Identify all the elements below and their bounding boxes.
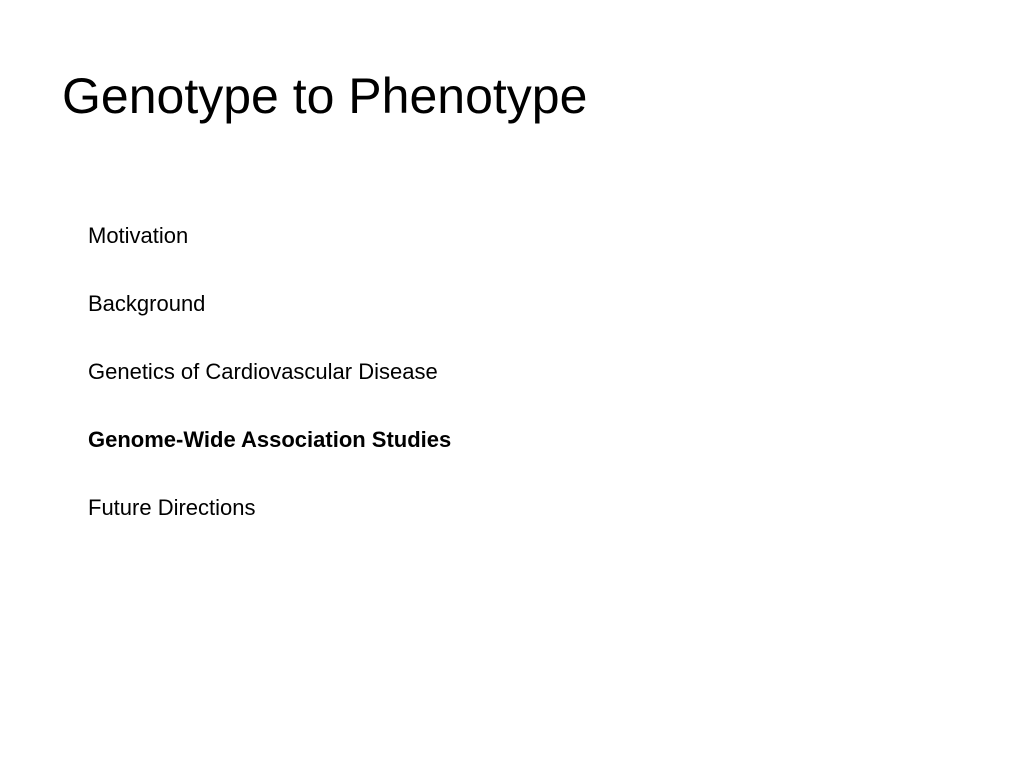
agenda-item-genetics-cardiovascular-disease: Genetics of Cardiovascular Disease [88, 359, 438, 384]
agenda-list [88, 221, 451, 561]
agenda-item-future-directions: Future Directions [88, 495, 256, 520]
agenda-item-motivation: Motivation [88, 223, 189, 248]
agenda-item-genome-wide-association-studies: Genome-Wide Association Studies [88, 427, 452, 452]
agenda-item-background: Background [88, 291, 206, 316]
slide-title: Genotype to Phenotype [62, 68, 588, 124]
